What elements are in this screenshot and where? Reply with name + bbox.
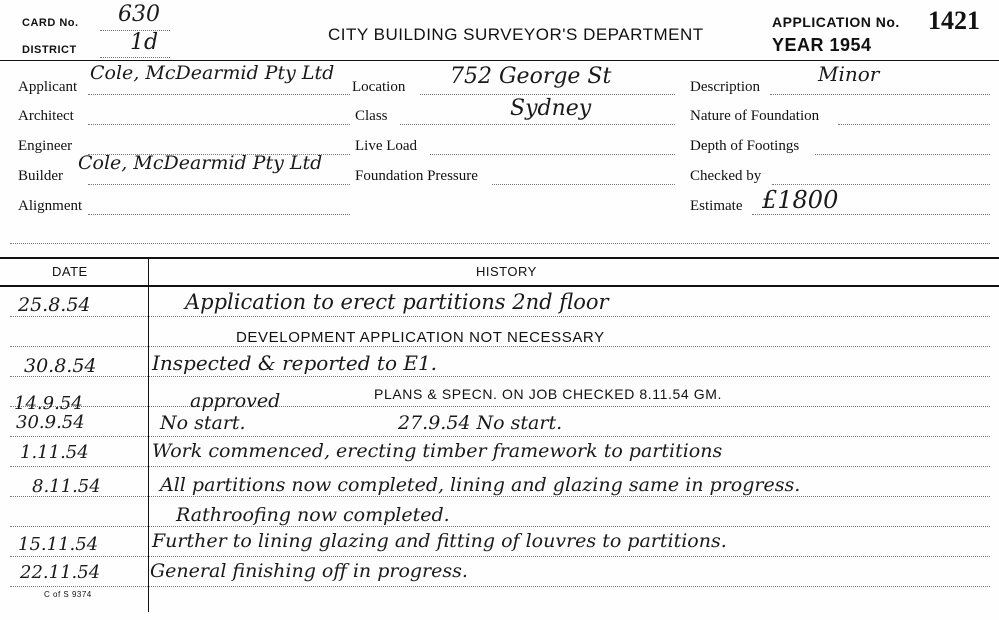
- history-text: Rathroofing now completed.: [176, 504, 450, 526]
- history-text: Further to lining glazing and fitting of louvres to partitions.: [152, 530, 727, 552]
- description-label: Description: [690, 79, 760, 95]
- department-title: CITY BUILDING SURVEYOR'S DEPARTMENT: [328, 25, 704, 44]
- year: YEAR 1954: [772, 35, 872, 55]
- district-label: DISTRICT: [22, 44, 77, 56]
- history-text: Work commenced, erecting timber framework to partitions: [152, 440, 723, 462]
- history-text: General finishing off in progress.: [150, 560, 468, 582]
- builder-label: Builder: [18, 168, 63, 184]
- card-no-value: 630: [118, 2, 160, 27]
- applicant-value: Cole, McDearmid Pty Ltd: [90, 62, 335, 84]
- history-text: Inspected & reported to E1.: [152, 351, 438, 375]
- class-label: Class: [355, 108, 388, 124]
- application-no-label: APPLICATION No.: [772, 14, 900, 30]
- architect-label: Architect: [18, 108, 74, 124]
- location-value-2: Sydney: [510, 96, 592, 121]
- estimate-label: Estimate: [690, 198, 743, 214]
- application-no-value: 1421: [928, 6, 980, 35]
- history-text: No start.: [160, 412, 246, 434]
- builder-value: Cole, McDearmid Pty Ltd: [78, 152, 323, 174]
- history-date: 30.8.54: [24, 355, 97, 377]
- date-column-header: DATE: [52, 264, 88, 279]
- history-text-extra: 27.9.54 No start.: [398, 412, 563, 434]
- district-value: 1d: [130, 30, 159, 55]
- form-code: C of S 9374: [44, 590, 92, 599]
- history-date: 14.9.54: [14, 393, 83, 414]
- nature-of-foundation-label: Nature of Foundation: [690, 108, 820, 124]
- history-date: 25.8.54: [18, 294, 91, 316]
- history-text: All partitions now completed, lining and glazing same in progress.: [160, 474, 801, 496]
- history-column-header: HISTORY: [476, 264, 537, 279]
- history-text: Application to erect partitions 2nd floor: [185, 290, 609, 314]
- depth-of-footings-label: Depth of Footings: [690, 138, 800, 154]
- description-value: Minor: [818, 62, 880, 86]
- engineer-label: Engineer: [18, 138, 73, 154]
- foundation-pressure-label: Foundation Pressure: [355, 168, 478, 184]
- estimate-value: £1800: [762, 186, 839, 214]
- history-stamp: PLANS & SPECN. ON JOB CHECKED 8.11.54 GM.: [374, 386, 722, 402]
- history-date: 1.11.54: [20, 442, 89, 463]
- checked-by-label: Checked by: [690, 168, 762, 184]
- history-date: 8.11.54: [32, 476, 101, 497]
- history-date: 15.11.54: [18, 534, 99, 555]
- history-stamp: DEVELOPMENT APPLICATION NOT NECESSARY: [236, 329, 605, 346]
- history-text: approved: [190, 390, 281, 412]
- card-no-label: CARD No.: [22, 17, 79, 29]
- history-date: 22.11.54: [20, 562, 101, 583]
- live-load-label: Live Load: [355, 138, 418, 154]
- location-value: 752 George St: [450, 64, 612, 89]
- history-date: 30.9.54: [16, 412, 85, 433]
- alignment-label: Alignment: [18, 198, 83, 214]
- location-label: Location: [352, 79, 406, 95]
- applicant-label: Applicant: [18, 79, 78, 95]
